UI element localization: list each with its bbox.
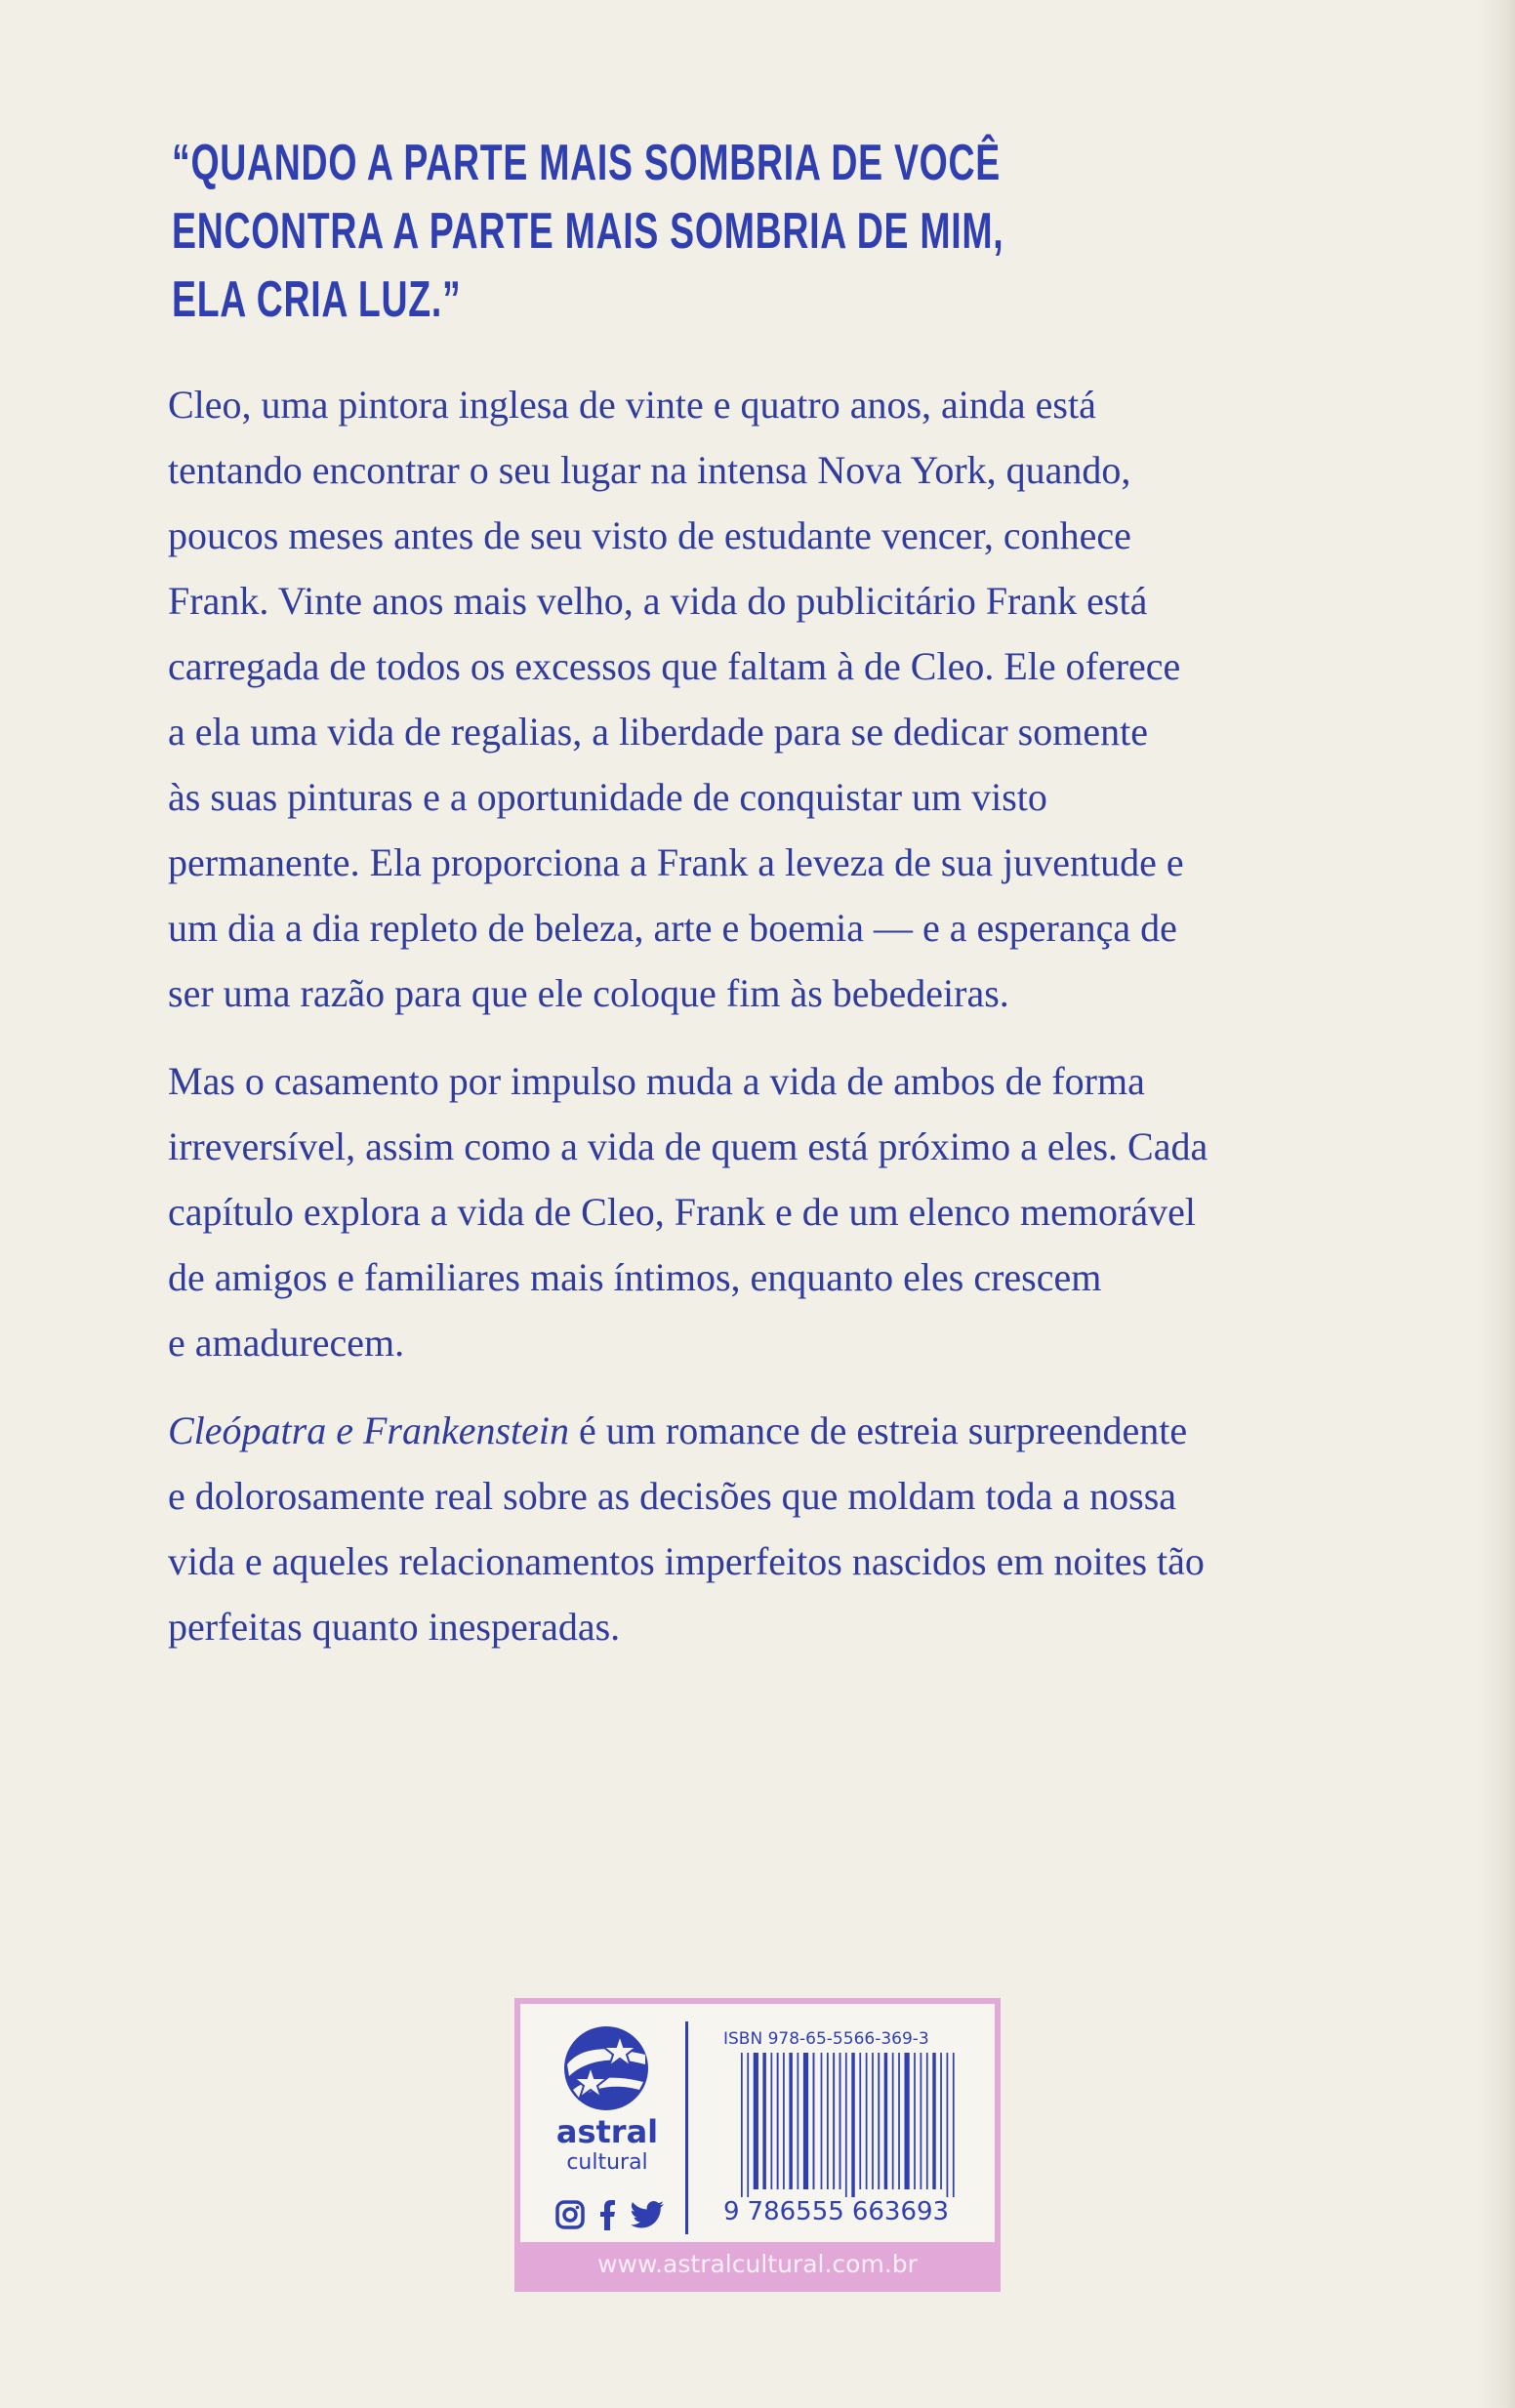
barcode-bar [789, 2053, 792, 2189]
text-line: a ela uma vida de regalias, a liberdade para se dedicar somente [168, 710, 1148, 754]
social-icons [555, 2199, 665, 2230]
headline-line: “QUANDO A PARTE MAIS SOMBRIA DE VOCÊ [172, 135, 1001, 191]
barcode-bar [884, 2053, 887, 2189]
brand-subname: cultural [566, 2150, 648, 2175]
text-line: irreversível, assim como a vida de quem está próximo a eles. Cada [168, 1124, 1208, 1168]
barcode-bar [932, 2053, 935, 2189]
synopsis-paragraph-1 [168, 372, 1184, 1026]
pull-quote-headline [172, 129, 1003, 334]
barcode-bar [859, 2053, 861, 2189]
text-line: Mas o casamento por impulso muda a vida de ambos de forma [168, 1059, 1145, 1103]
barcode-digit-group: 9 [723, 2197, 740, 2226]
text-line: carregada de todos os excessos que faltam à de Cleo. Ele oferece [168, 644, 1181, 688]
barcode-bar [770, 2053, 772, 2189]
barcode-bar [921, 2053, 922, 2189]
headline-line: ELA CRIA LUZ.” [172, 271, 462, 328]
barcode-bar [898, 2053, 900, 2189]
text-line: perfeitas quanto inesperadas. [168, 1605, 621, 1649]
barcode-digit-group: 663693 [851, 2197, 950, 2226]
publisher-barcode-box [514, 1998, 1001, 2292]
barcode-bar [827, 2053, 829, 2189]
text-line: de amigos e familiares mais íntimos, enquanto eles crescem [168, 1255, 1102, 1299]
barcode-bar [947, 2053, 949, 2204]
barcode-bar [839, 2053, 841, 2189]
barcode-bar [783, 2053, 785, 2189]
barcode-bar [813, 2053, 815, 2189]
barcode-bar [833, 2053, 835, 2189]
book-title-italic: Cleópatra e Frankenstein [168, 1408, 570, 1452]
barcode-bar [741, 2053, 743, 2204]
barcode-bar [926, 2053, 928, 2189]
twitter-icon[interactable] [630, 2200, 665, 2229]
page-edge-shadow [1476, 0, 1515, 2408]
barcode [741, 2053, 956, 2204]
barcode-bar [953, 2053, 955, 2204]
barcode-bar [892, 2053, 894, 2189]
barcode-bar [821, 2053, 823, 2189]
barcode-bar [878, 2053, 880, 2189]
barcode-digits [721, 2197, 959, 2226]
barcode-bar [905, 2053, 910, 2189]
text-segment: é um romance de estreia surpreendente [569, 1408, 1188, 1452]
instagram-icon[interactable] [555, 2200, 585, 2229]
website-link[interactable]: www.astralcultural.com.br [520, 2242, 995, 2286]
text-line: e dolorosamente real sobre as decisões que moldam toda a nossa [168, 1474, 1177, 1518]
barcode-bar [866, 2053, 868, 2189]
barcode-digit-group: 786555 [747, 2197, 844, 2226]
synopsis-paragraph-3 [168, 1398, 1205, 1659]
barcode-bar [803, 2053, 808, 2189]
vertical-divider [685, 2021, 688, 2234]
text-line [168, 1398, 1205, 1463]
text-line: Cleo, uma pintora inglesa de vinte e quatro anos, ainda está [168, 383, 1096, 427]
facebook-icon[interactable] [598, 2199, 616, 2230]
text-line: vida e aqueles relacionamentos imperfeitos nascidos em noites tão [168, 1539, 1205, 1583]
barcode-bar [940, 2053, 942, 2189]
barcode-bar [777, 2053, 779, 2189]
barcode-bar [754, 2053, 758, 2189]
text-line: capítulo explora a vida de Cleo, Frank e de um elenco memorável [168, 1190, 1196, 1234]
isbn-text: ISBN 978-65-5566-369-3 [723, 2029, 929, 2049]
barcode-bar [851, 2053, 854, 2204]
text-line: ser uma razão para que ele coloque fim às bebedeiras. [168, 971, 1009, 1015]
brand-name: astral [555, 2113, 659, 2150]
barcode-bar [845, 2053, 847, 2204]
astral-logo-icon [563, 2025, 649, 2111]
headline-line: ENCONTRA A PARTE MAIS SOMBRIA DE MIM, [172, 203, 1004, 260]
text-line: poucos meses antes de seu visto de estudante vencer, conhece [168, 513, 1131, 557]
text-line: e amadurecem. [168, 1321, 405, 1365]
barcode-bar [798, 2053, 799, 2189]
text-line: tentando encontrar o seu lugar na intensa Nova York, quando, [168, 448, 1131, 492]
barcode-bar [762, 2053, 765, 2189]
text-line: permanente. Ela proporciona a Frank a leveza de sua juventude e [168, 840, 1184, 884]
synopsis-paragraph-2 [168, 1048, 1208, 1375]
barcode-bar [747, 2053, 749, 2204]
text-line: um dia a dia repleto de beleza, arte e boemia — e a esperança de [168, 906, 1177, 950]
text-line: Frank. Vinte anos mais velho, a vida do publicitário Frank está [168, 579, 1148, 623]
text-line: às suas pinturas e a oportunidade de conquistar um visto [168, 775, 1047, 819]
barcode-bar [914, 2053, 916, 2189]
barcode-bar [872, 2053, 874, 2189]
